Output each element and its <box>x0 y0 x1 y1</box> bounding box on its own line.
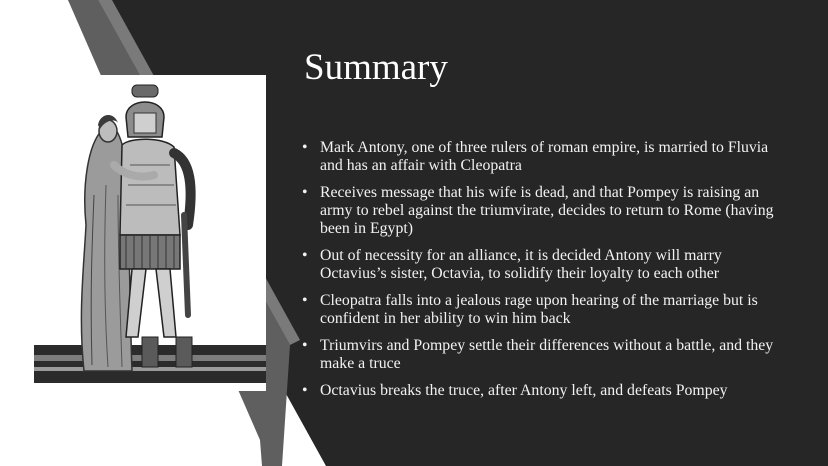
bullet-item <box>302 247 786 283</box>
bullet-item <box>302 382 786 400</box>
bullet-item <box>302 184 786 238</box>
bullet-text: Triumvirs and Pompey settle their differences without a battle, and they make a truce <box>320 337 774 372</box>
bullet-dot: • <box>302 184 308 201</box>
antony-cleopatra-illustration <box>34 75 266 391</box>
bullet-dot: • <box>302 382 308 399</box>
bullet-dot: • <box>302 247 308 264</box>
bullet-text: Out of necessity for an alliance, it is decided Antony will marry Octavius’s sister, Octavia, to solidify their loyalty to each other <box>320 247 722 282</box>
bullet-text: Receives message that his wife is dead, and that Pompey is raising an army to rebel against the triumvirate, decides to return to Rome (having been in Egypt) <box>320 184 774 237</box>
engraving-drawing <box>34 75 266 391</box>
bullet-dot: • <box>302 292 308 309</box>
bullet-item <box>302 139 786 175</box>
bullet-item <box>302 337 786 373</box>
bullet-dot: • <box>302 139 308 156</box>
bullet-text: Octavius breaks the truce, after Antony left, and defeats Pompey <box>320 382 728 399</box>
bullet-list <box>302 139 786 409</box>
slide-title: Summary <box>304 47 448 88</box>
bullet-text: Mark Antony, one of three rulers of roman empire, is married to Fluvia and has an affair with Cleopatra <box>320 139 769 174</box>
bullet-text: Cleopatra falls into a jealous rage upon hearing of the marriage but is confident in her ability to win him back <box>320 292 758 327</box>
bullet-dot: • <box>302 337 308 354</box>
bullet-item <box>302 292 786 328</box>
